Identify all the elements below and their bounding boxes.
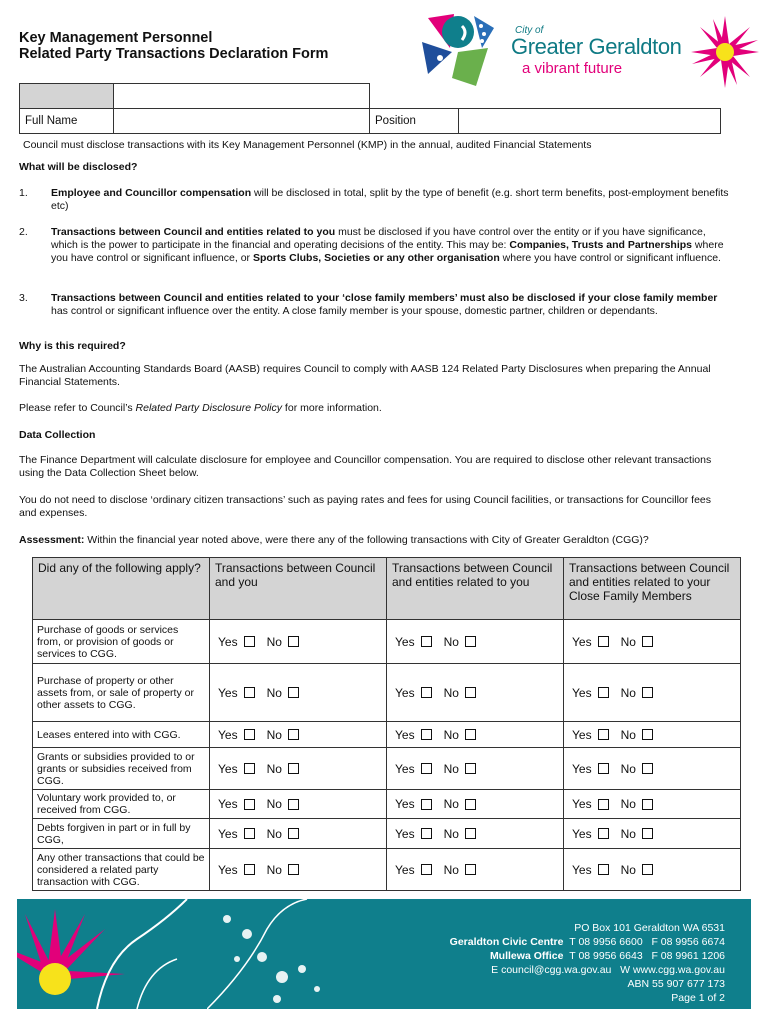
table-row xyxy=(33,664,741,722)
no-label: No xyxy=(620,634,636,649)
yes-checkbox[interactable] xyxy=(598,729,609,740)
title-line-1: Key Management Personnel xyxy=(19,30,213,46)
table-row xyxy=(33,748,741,790)
yes-label: Yes xyxy=(395,826,415,841)
column-header: Did any of the following apply? xyxy=(33,558,210,620)
yes-checkbox[interactable] xyxy=(244,799,255,810)
no-label: No xyxy=(266,727,282,742)
no-label: No xyxy=(443,826,459,841)
assessment-text: Assessment: Within the financial year noted above, were there any of the following transactions with City of Greater Geraldton (CGG)? xyxy=(19,534,649,546)
yes-checkbox[interactable] xyxy=(421,687,432,698)
no-checkbox[interactable] xyxy=(642,799,653,810)
no-label: No xyxy=(266,862,282,877)
list-item-bold: Sports Clubs, Societies or any other organisation xyxy=(252,252,500,264)
yes-label: Yes xyxy=(572,685,592,700)
list-item-number: 3. xyxy=(19,292,28,304)
table-row xyxy=(33,790,741,819)
flower-icon xyxy=(690,10,760,90)
yes-label: Yes xyxy=(572,862,592,877)
no-label: No xyxy=(443,797,459,811)
no-label: No xyxy=(266,634,282,649)
yes-label: Yes xyxy=(218,862,238,877)
question-cell: Grants or subsidies provided to or grants or subsidies received from CGG. xyxy=(33,748,210,790)
no-checkbox[interactable] xyxy=(642,763,653,774)
footer-web: W www.cgg.wa.gov.au xyxy=(620,964,725,976)
yes-checkbox[interactable] xyxy=(421,729,432,740)
no-label: No xyxy=(620,685,636,700)
yes-label: Yes xyxy=(218,797,238,811)
no-label: No xyxy=(443,685,459,700)
no-option[interactable] xyxy=(444,762,476,776)
position-label: Position xyxy=(370,109,459,134)
yes-checkbox[interactable] xyxy=(244,763,255,774)
no-option[interactable] xyxy=(444,863,476,877)
logo-tagline: a vibrant future xyxy=(522,60,623,77)
footer-po-box: PO Box 101 Geraldton WA 6531 xyxy=(574,922,725,934)
no-label: No xyxy=(443,634,459,649)
transactions-table xyxy=(32,557,741,891)
list-item xyxy=(19,292,731,318)
data-text-1: The Finance Department will calculate disclosure for employee and Councillor compensation. You are required to disclose other relevant transactions using the Data Collection Sheet below. xyxy=(19,454,712,479)
no-option[interactable] xyxy=(621,797,653,811)
no-checkbox[interactable] xyxy=(288,763,299,774)
page-number: Page 1 of 2 xyxy=(671,992,725,1004)
list-item-text: will be disclosed in total, split by the type of benefit (e.g. short term benefits, post-employment benefits etc) xyxy=(51,187,729,212)
yes-option[interactable] xyxy=(395,686,432,700)
no-label: No xyxy=(266,685,282,700)
yes-option[interactable] xyxy=(395,827,432,841)
list-item-bold: Transactions between Council and entities related to you xyxy=(51,226,336,238)
yes-option[interactable] xyxy=(572,827,609,841)
yes-checkbox[interactable] xyxy=(421,864,432,875)
full-name-label: Full Name xyxy=(20,109,114,134)
no-checkbox[interactable] xyxy=(642,636,653,647)
footer-banner xyxy=(17,899,751,1009)
no-option[interactable] xyxy=(267,797,299,811)
yes-option[interactable] xyxy=(218,797,255,811)
yes-checkbox[interactable] xyxy=(598,636,609,647)
yes-option[interactable] xyxy=(572,762,609,776)
list-item xyxy=(19,226,731,265)
no-checkbox[interactable] xyxy=(642,687,653,698)
refer-text: Please refer to Council’s Related Party Disclosure Policy for more information. xyxy=(19,402,382,414)
no-checkbox[interactable] xyxy=(465,828,476,839)
footer-mullewa-phone: T 08 9956 6643 xyxy=(569,950,643,962)
yes-label: Yes xyxy=(395,727,415,742)
list-item-number: 1. xyxy=(19,187,28,199)
yes-label: Yes xyxy=(572,826,592,841)
yes-label: Yes xyxy=(218,761,238,776)
footer-mullewa: Mullewa Office T 08 9956 6643 F 08 9961 1206 xyxy=(489,950,725,962)
no-checkbox[interactable] xyxy=(642,864,653,875)
why-text: The Australian Accounting Standards Board (AASB) requires Council to comply with AASB 124 Related Party Disclosures when preparing the Annual Financial Statements. xyxy=(19,363,711,388)
yes-label: Yes xyxy=(572,634,592,649)
no-option[interactable] xyxy=(267,762,299,776)
yes-option[interactable] xyxy=(395,728,432,742)
yes-checkbox[interactable] xyxy=(598,828,609,839)
footer-mullewa-fax: F 08 9961 1206 xyxy=(651,950,725,962)
answer-cell xyxy=(387,849,564,891)
no-option[interactable] xyxy=(444,686,476,700)
no-label: No xyxy=(620,797,636,811)
answer-cell xyxy=(564,748,741,790)
table-row xyxy=(33,620,741,664)
answer-cell xyxy=(387,722,564,748)
yes-label: Yes xyxy=(572,727,592,742)
no-label: No xyxy=(266,797,282,811)
column-header: Transactions between Council and entities related to your Close Family Members xyxy=(564,558,741,620)
no-option[interactable] xyxy=(444,635,476,649)
intro-text: Council must disclose transactions with its Key Management Personnel (KMP) in the annual, audited Financial Statements xyxy=(23,139,592,151)
list-item-bold: Transactions between Council and entities related to your ‘close family members’ must also be disclosed if your close family member xyxy=(51,292,718,304)
yes-label: Yes xyxy=(395,634,415,649)
answer-cell xyxy=(564,790,741,819)
answer-cell xyxy=(210,722,387,748)
no-checkbox[interactable] xyxy=(465,799,476,810)
yes-option[interactable] xyxy=(218,686,255,700)
answer-cell xyxy=(564,849,741,891)
answer-cell xyxy=(210,849,387,891)
answer-cell xyxy=(210,620,387,664)
yes-option[interactable] xyxy=(218,728,255,742)
no-checkbox[interactable] xyxy=(465,864,476,875)
question-cell: Purchase of property or other assets from, or sale of property or other assets to CGG. xyxy=(33,664,210,722)
no-option[interactable] xyxy=(621,635,653,649)
yes-option[interactable] xyxy=(218,863,255,877)
yes-option[interactable] xyxy=(395,797,432,811)
yes-option[interactable] xyxy=(572,728,609,742)
title-line-2: Related Party Transactions Declaration Form xyxy=(19,46,329,62)
yes-checkbox[interactable] xyxy=(421,763,432,774)
question-cell: Voluntary work provided to, or received from CGG. xyxy=(33,790,210,819)
no-option[interactable] xyxy=(444,827,476,841)
answer-cell xyxy=(387,748,564,790)
no-option[interactable] xyxy=(621,827,653,841)
list-item-text: where you have control or significant influence. xyxy=(499,252,721,264)
yes-option[interactable] xyxy=(572,635,609,649)
logo-name: Greater Geraldton xyxy=(511,34,682,59)
yes-label: Yes xyxy=(572,797,592,811)
footer-contact xyxy=(491,963,725,977)
answer-cell xyxy=(210,819,387,849)
no-label: No xyxy=(266,826,282,841)
yes-checkbox[interactable] xyxy=(598,799,609,810)
yes-label: Yes xyxy=(395,685,415,700)
list-item-text: must be disclosed if you have control over the entity or if you have significance, which is the power to participate in the financial and operating decisions of the entity. This may be: xyxy=(51,226,706,251)
details-table xyxy=(19,83,721,134)
no-checkbox[interactable] xyxy=(288,828,299,839)
no-label: No xyxy=(620,862,636,877)
yes-label: Yes xyxy=(218,826,238,841)
yes-label: Yes xyxy=(395,797,415,811)
no-option[interactable] xyxy=(267,827,299,841)
footer-dots-icon xyxy=(207,899,357,1009)
yes-checkbox[interactable] xyxy=(421,636,432,647)
answer-cell xyxy=(210,790,387,819)
answer-cell xyxy=(387,819,564,849)
answer-cell xyxy=(564,620,741,664)
no-checkbox[interactable] xyxy=(465,687,476,698)
no-checkbox[interactable] xyxy=(288,799,299,810)
yes-checkbox[interactable] xyxy=(244,729,255,740)
no-option[interactable] xyxy=(621,762,653,776)
question-cell: Purchase of goods or services from, or provision of goods or services to CGG. xyxy=(33,620,210,664)
list-item-text: has control or significant influence over the entity. A close family member is your spouse, domestic partner, children or dependants. xyxy=(51,305,658,317)
no-option[interactable] xyxy=(621,863,653,877)
list-item-bold: Employee and Councillor compensation xyxy=(51,187,252,199)
answer-cell xyxy=(564,664,741,722)
yes-option[interactable] xyxy=(395,762,432,776)
policy-reference: Related Party Disclosure Policy xyxy=(135,402,283,414)
no-option[interactable] xyxy=(267,728,299,742)
data-text-2: You do not need to disclose ‘ordinary citizen transactions’ such as paying rates and fees for using Council facilities, or transactions for Councillor fees and expenses. xyxy=(19,494,712,519)
yes-checkbox[interactable] xyxy=(421,799,432,810)
no-checkbox[interactable] xyxy=(288,864,299,875)
yes-option[interactable] xyxy=(395,863,432,877)
yes-checkbox[interactable] xyxy=(598,687,609,698)
yes-option[interactable] xyxy=(395,635,432,649)
no-label: No xyxy=(620,826,636,841)
logo-city-of: City of xyxy=(515,25,544,36)
question-cell: Debts forgiven in part or in full by CGG, xyxy=(33,819,210,849)
yes-label: Yes xyxy=(395,761,415,776)
no-label: No xyxy=(443,862,459,877)
yes-checkbox[interactable] xyxy=(598,763,609,774)
data-heading: Data Collection xyxy=(19,429,96,441)
no-label: No xyxy=(620,761,636,776)
no-option[interactable] xyxy=(621,728,653,742)
yes-label: Yes xyxy=(218,685,238,700)
yes-checkbox[interactable] xyxy=(598,864,609,875)
yes-checkbox[interactable] xyxy=(244,687,255,698)
yes-option[interactable] xyxy=(218,762,255,776)
answer-cell xyxy=(210,664,387,722)
yes-option[interactable] xyxy=(218,635,255,649)
no-label: No xyxy=(266,761,282,776)
answer-cell xyxy=(387,790,564,819)
list-item-number: 2. xyxy=(19,226,28,238)
list-item-bold: Companies, Trusts and Partnerships xyxy=(509,239,693,251)
yes-option[interactable] xyxy=(218,827,255,841)
no-checkbox[interactable] xyxy=(642,828,653,839)
column-header: Transactions between Council and you xyxy=(210,558,387,620)
answer-cell xyxy=(564,722,741,748)
yes-label: Yes xyxy=(218,727,238,742)
no-label: No xyxy=(443,727,459,742)
column-header: Transactions between Council and entities related to you xyxy=(387,558,564,620)
answer-cell xyxy=(387,620,564,664)
no-label: No xyxy=(443,761,459,776)
yes-checkbox[interactable] xyxy=(421,828,432,839)
no-checkbox[interactable] xyxy=(288,636,299,647)
no-option[interactable] xyxy=(444,728,476,742)
yes-checkbox[interactable] xyxy=(244,864,255,875)
no-label: No xyxy=(620,727,636,742)
table-row xyxy=(33,819,741,849)
no-option[interactable] xyxy=(267,635,299,649)
no-checkbox[interactable] xyxy=(465,636,476,647)
full-name-field[interactable] xyxy=(114,109,370,134)
answer-cell xyxy=(564,819,741,849)
yes-option[interactable] xyxy=(572,863,609,877)
list-item xyxy=(19,187,731,213)
details-blank-value-cell xyxy=(114,84,370,109)
details-blank-label-cell xyxy=(20,84,114,109)
table-row xyxy=(33,849,741,891)
footer-civic-phone: T 08 9956 6600 xyxy=(569,936,643,948)
yes-checkbox[interactable] xyxy=(244,828,255,839)
table-row xyxy=(33,722,741,748)
yes-label: Yes xyxy=(218,634,238,649)
list-item-text: where you have control or significant influence, or xyxy=(51,239,724,264)
no-option[interactable] xyxy=(621,686,653,700)
no-checkbox[interactable] xyxy=(465,763,476,774)
answer-cell xyxy=(210,748,387,790)
no-checkbox[interactable] xyxy=(288,729,299,740)
yes-checkbox[interactable] xyxy=(244,636,255,647)
answer-cell xyxy=(387,664,564,722)
why-heading: Why is this required? xyxy=(19,340,126,352)
question-cell: Leases entered into with CGG. xyxy=(33,722,210,748)
no-checkbox[interactable] xyxy=(288,687,299,698)
no-option[interactable] xyxy=(267,686,299,700)
footer-flower-icon xyxy=(17,899,197,1009)
yes-label: Yes xyxy=(572,761,592,776)
no-option[interactable] xyxy=(267,863,299,877)
yes-option[interactable] xyxy=(572,686,609,700)
question-cell: Any other transactions that could be considered a related party transaction with CGG. xyxy=(33,849,210,891)
what-heading: What will be disclosed? xyxy=(19,161,138,173)
footer-civic-centre: Geraldton Civic Centre T 08 9956 6600 F 08 9956 6674 xyxy=(449,936,725,948)
footer-civic-fax: F 08 9956 6674 xyxy=(651,936,725,948)
no-option[interactable] xyxy=(444,797,476,811)
footer-email: E council@cgg.wa.gov.au xyxy=(491,964,612,976)
yes-label: Yes xyxy=(395,862,415,877)
page-title xyxy=(19,30,328,62)
footer-abn: ABN 55 907 677 173 xyxy=(627,978,725,990)
table-header-row xyxy=(33,558,741,620)
no-checkbox[interactable] xyxy=(642,729,653,740)
yes-option[interactable] xyxy=(572,797,609,811)
position-field[interactable] xyxy=(458,109,720,134)
no-checkbox[interactable] xyxy=(465,729,476,740)
